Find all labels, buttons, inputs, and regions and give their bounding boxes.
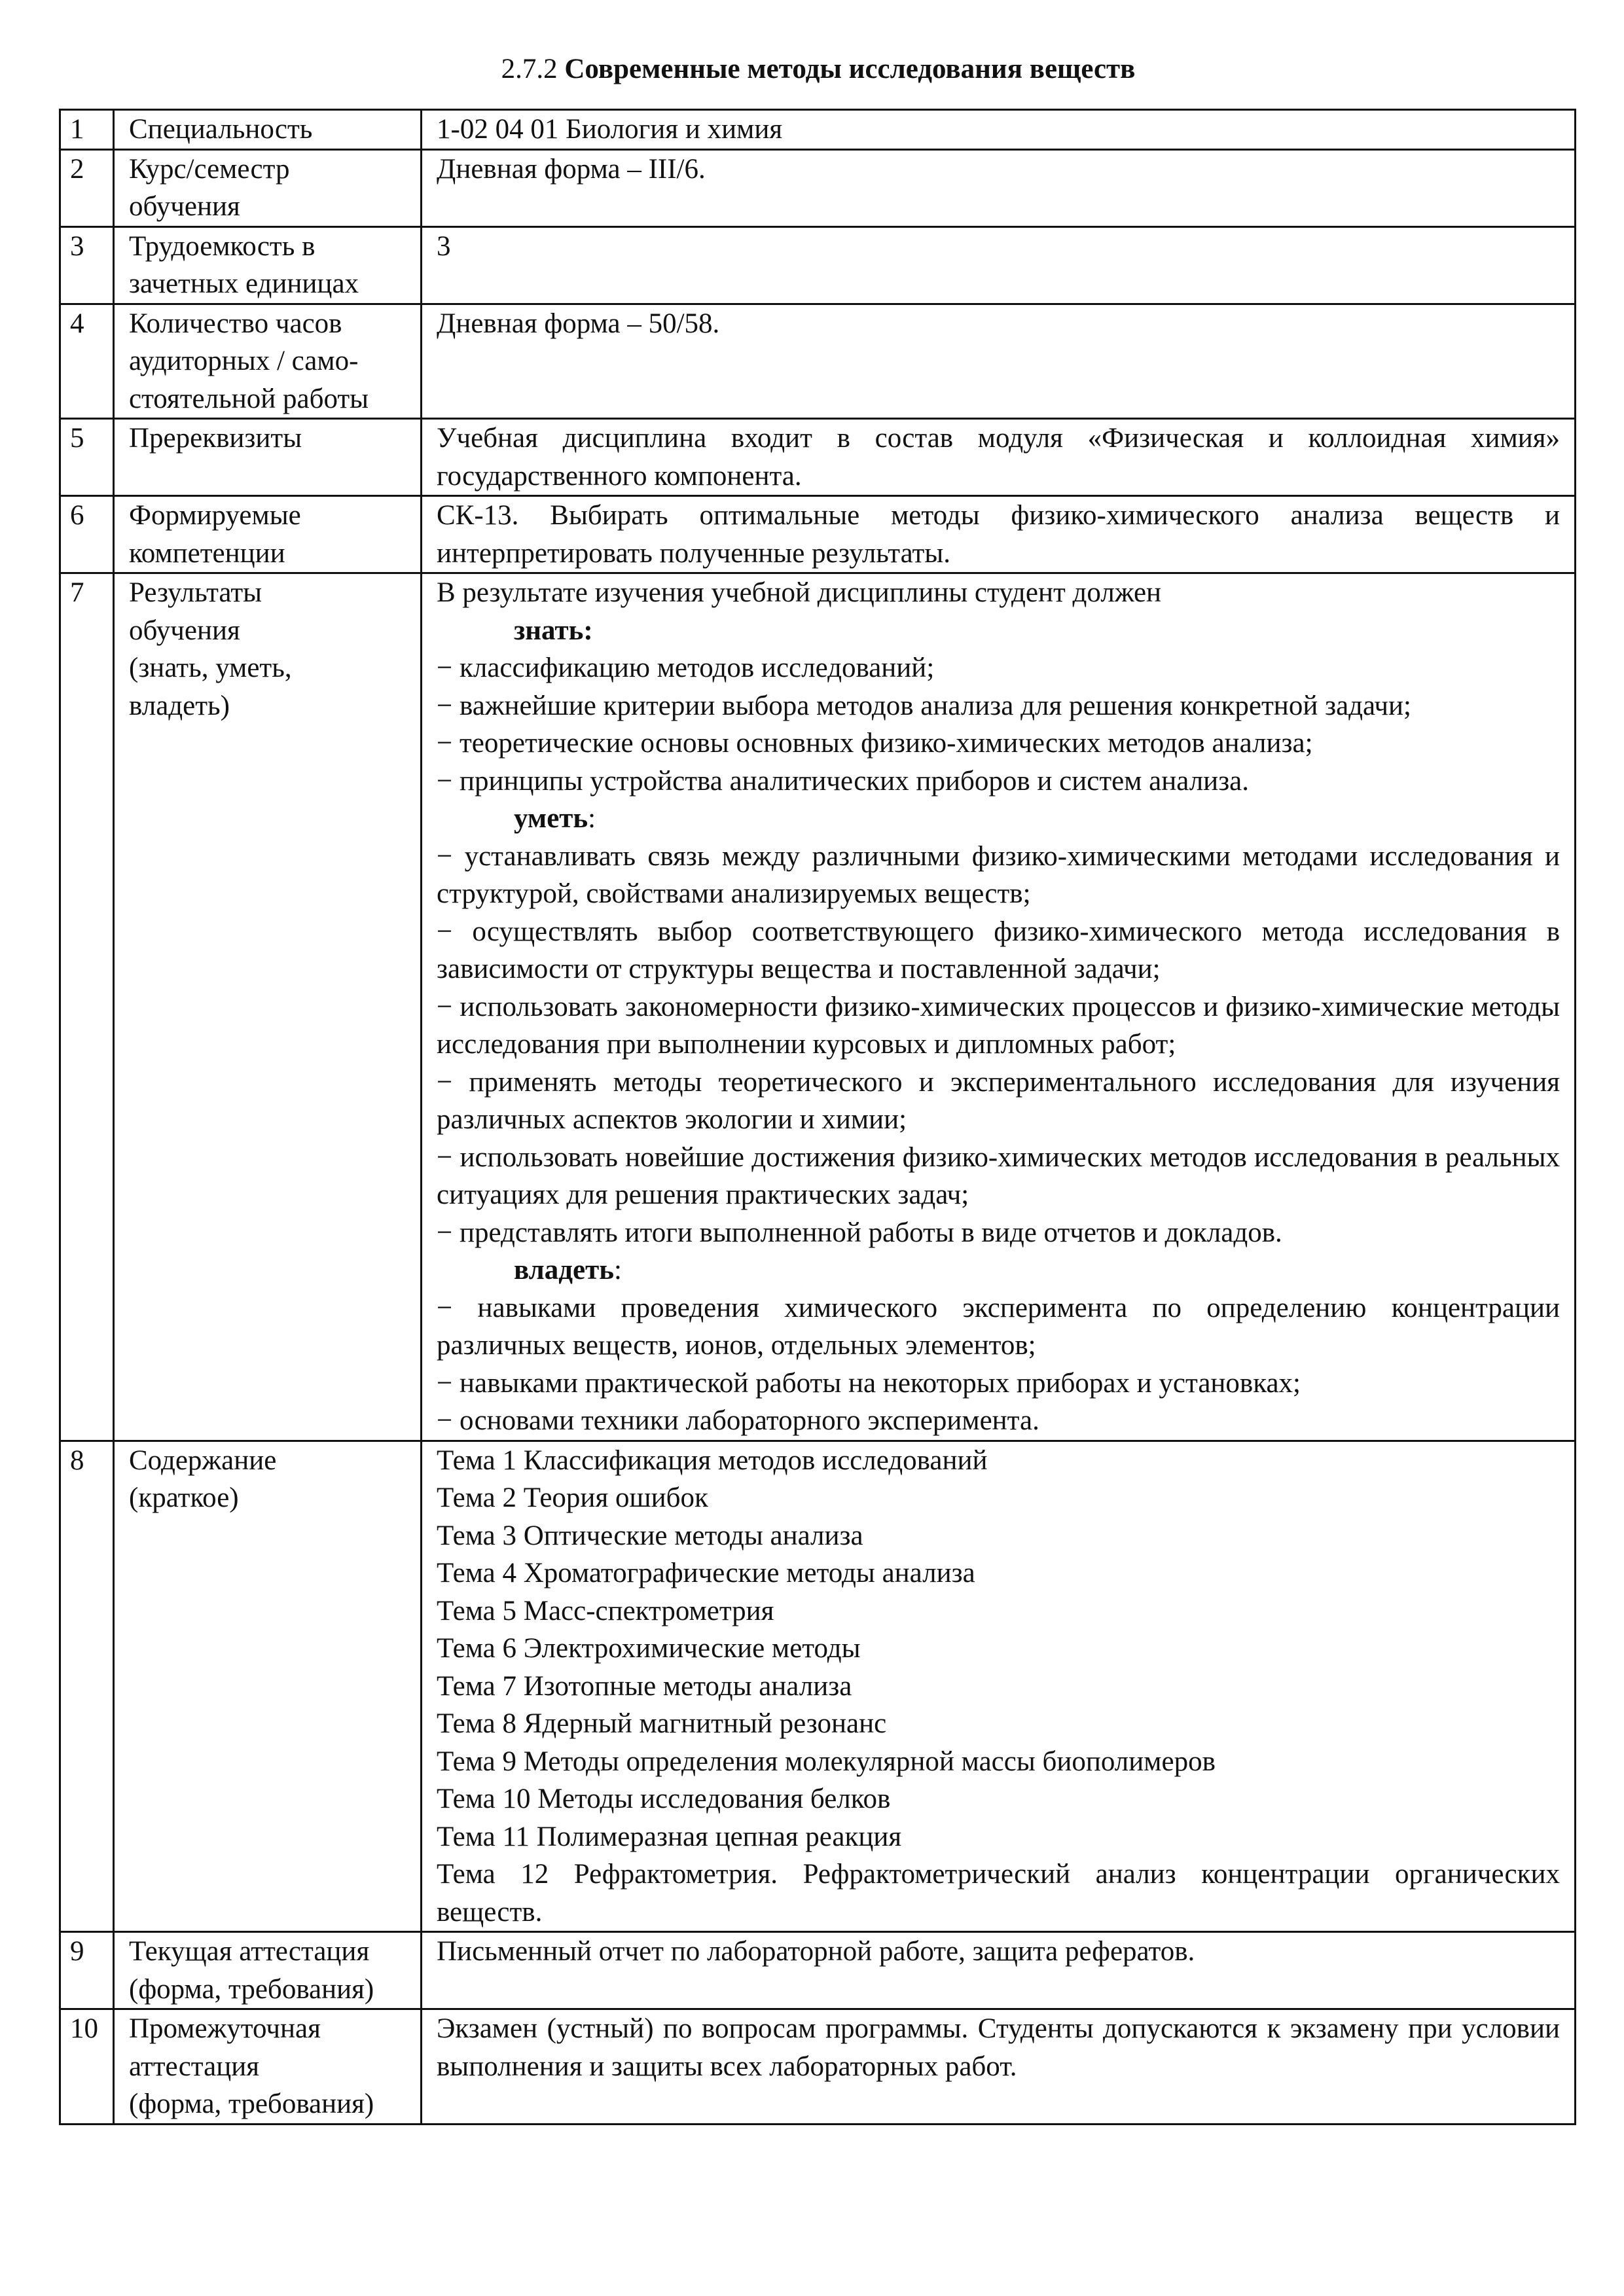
- list-item: − применять методы теоретического и экспериментального исследования для изучения различных аспектов экологии и химии;: [437, 1066, 1560, 1135]
- row-number: 3: [60, 226, 114, 304]
- row-label: Содержание (краткое): [114, 1441, 422, 1932]
- row-value: Экзамен (устный) по вопросам программы. Студенты допускаются к экзамену при условии выполнения и защиты всех лабораторных работ.: [422, 2009, 1576, 2125]
- topic-item: Тема 10 Методы исследования белков: [437, 1784, 891, 1814]
- row-label: Промежуточная аттестация (форма, требования): [114, 2009, 422, 2125]
- row-value: Письменный отчет по лабораторной работе, защита рефератов.: [422, 1932, 1576, 2009]
- list-item: − навыками практической работы на некоторых приборах и установках;: [437, 1367, 1301, 1399]
- list-item: − осуществлять выбор соответствующего физико-химического метода исследования в зависимости от структуры вещества и поставленной задачи;: [437, 916, 1560, 984]
- topic-item: Тема 5 Масс-спектрометрия: [437, 1595, 774, 1626]
- table-row: [60, 419, 1576, 496]
- section-number: 2.7.2: [501, 54, 558, 84]
- row-value: Дневная форма – III/6.: [422, 149, 1576, 226]
- row-value: Дневная форма – 50/58.: [422, 304, 1576, 419]
- table-row: [60, 149, 1576, 226]
- topic-item: Тема 11 Полимеразная цепная реакция: [437, 1821, 902, 1852]
- can-heading: уметь:: [514, 803, 596, 834]
- course-topics: [422, 1441, 1576, 1932]
- row-number: 5: [60, 419, 114, 496]
- topic-item: Тема 12 Рефрактометрия. Рефрактометрический анализ концентрации органических веществ.: [437, 1859, 1560, 1928]
- row-number: 8: [60, 1441, 114, 1932]
- list-item: − навыками проведения химического эксперимента по определению концентрации различных веществ, ионов, отдельных элементов;: [437, 1292, 1560, 1361]
- row-number: 9: [60, 1932, 114, 2009]
- topic-item: Тема 7 Изотопные методы анализа: [437, 1670, 852, 1702]
- list-item: − использовать закономерности физико-химических процессов и физико-химические методы исследования при выполнении курсовых и дипломных работ;: [437, 991, 1560, 1060]
- table-row: [60, 110, 1576, 150]
- list-item: − принципы устройства аналитических приборов и систем анализа.: [437, 765, 1250, 797]
- list-item: − устанавливать связь между различными физико-химическими методами исследования и структурой, свойствами анализируемых веществ;: [437, 840, 1560, 909]
- table-row: [60, 226, 1576, 304]
- list-item: − использовать новейшие достижения физико-химических методов исследования в реальных ситуациях для решения практических задач;: [437, 1141, 1560, 1210]
- row-number: 6: [60, 496, 114, 573]
- row-label: Пререквизиты: [114, 419, 422, 496]
- row-number: 7: [60, 573, 114, 1441]
- topic-item: Тема 2 Теория ошибок: [437, 1482, 708, 1513]
- row-label: Специальность: [114, 110, 422, 150]
- own-heading: владеть:: [514, 1255, 622, 1285]
- table-row: [60, 573, 1576, 1441]
- topic-item: Тема 6 Электрохимические методы: [437, 1633, 861, 1664]
- table-row: [60, 304, 1576, 419]
- row-label: Трудоемкость в зачетных единицах: [114, 226, 422, 304]
- list-item: − основами техники лабораторного эксперимента.: [437, 1405, 1039, 1436]
- topic-item: Тема 1 Классификация методов исследований: [437, 1444, 988, 1476]
- row-number: 1: [60, 110, 114, 150]
- table-row: [60, 2009, 1576, 2125]
- row-value: СК-13. Выбирать оптимальные методы физико-химического анализа веществ и интерпретировать полученные результаты.: [422, 496, 1576, 573]
- row-label: Результаты обучения (знать, уметь, владеть): [114, 573, 422, 1441]
- know-heading: знать:: [514, 615, 593, 646]
- list-item: − теоретические основы основных физико-химических методов анализа;: [437, 728, 1313, 759]
- row-label: Формируемые компетенции: [114, 496, 422, 573]
- syllabus-table: [59, 109, 1576, 2125]
- page-title: [59, 51, 1578, 88]
- row-label: Текущая аттестация (форма, требования): [114, 1932, 422, 2009]
- table-row: [60, 496, 1576, 573]
- row-label: Количество часов аудиторных / само- стоятельной работы: [114, 304, 422, 419]
- row-value: Учебная дисциплина входит в состав модуля «Физическая и коллоидная химия» государственного компонента.: [422, 419, 1576, 496]
- list-item: − важнейшие критерии выбора методов анализа для решения конкретной задачи;: [437, 690, 1411, 721]
- list-item: − представлять итоги выполненной работы в виде отчетов и докладов.: [437, 1217, 1282, 1248]
- row-number: 10: [60, 2009, 114, 2125]
- learning-outcomes: [422, 573, 1576, 1441]
- table-row: [60, 1932, 1576, 2009]
- list-item: − классификацию методов исследований;: [437, 653, 935, 683]
- row-value: 3: [422, 226, 1576, 304]
- table-row: [60, 1441, 1576, 1932]
- row-label: Курс/семестр обучения: [114, 149, 422, 226]
- row-number: 4: [60, 304, 114, 419]
- topic-item: Тема 3 Оптические методы анализа: [437, 1520, 863, 1551]
- topic-item: Тема 8 Ядерный магнитный резонанс: [437, 1708, 887, 1739]
- topic-item: Тема 9 Методы определения молекулярной массы биополимеров: [437, 1746, 1216, 1777]
- outcomes-intro: В результате изучения учебной дисциплины студент должен: [437, 577, 1162, 608]
- section-title: Современные методы исследования веществ: [564, 54, 1136, 84]
- row-value: 1-02 04 01 Биология и химия: [422, 110, 1576, 150]
- topic-item: Тема 4 Хроматографические методы анализа: [437, 1558, 975, 1588]
- row-number: 2: [60, 149, 114, 226]
